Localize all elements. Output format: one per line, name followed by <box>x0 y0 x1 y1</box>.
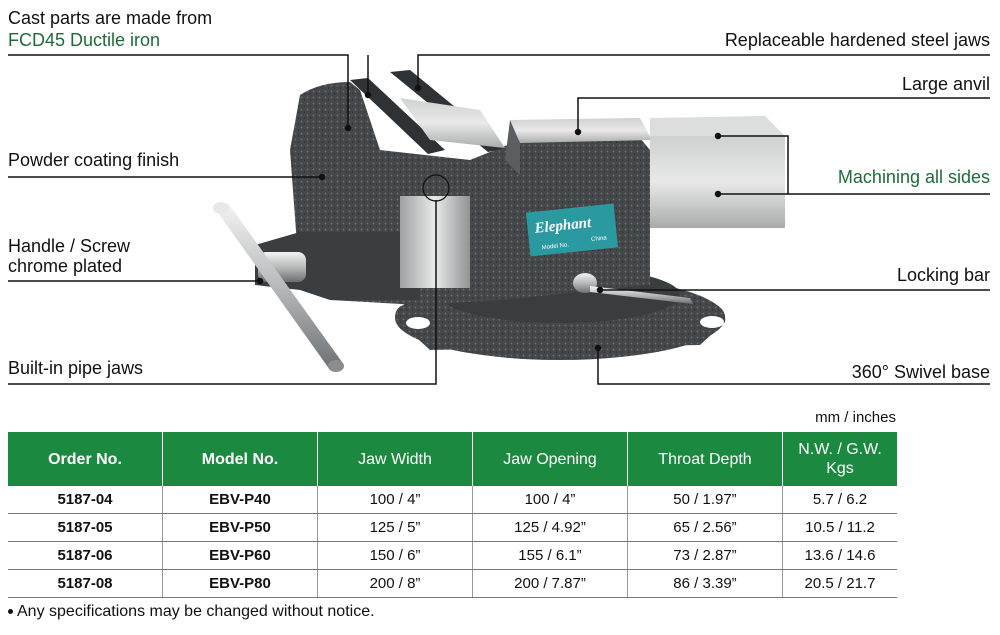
col-throat-depth: Throat Depth <box>628 432 783 486</box>
callout-pipe-jaws: Built-in pipe jaws <box>8 358 144 378</box>
col-jaw-width: Jaw Width <box>318 432 473 486</box>
callout-material: FCD45 Ductile iron <box>8 30 161 50</box>
spec-table <box>8 432 897 598</box>
callout-handle: Handle / Screw <box>8 236 131 256</box>
svg-text:Model No.: Model No. <box>541 242 570 252</box>
callout-swivel-base: 360° Swivel base <box>851 362 990 382</box>
callout-large-anvil: Large anvil <box>901 74 990 94</box>
bullet-icon <box>8 609 13 614</box>
mount-hole-left <box>406 317 430 329</box>
svg-text:China: China <box>590 235 608 244</box>
brand-text: Elephant <box>533 215 592 237</box>
col-order-no: Order No. <box>8 432 163 486</box>
col-model-no: Model No. <box>163 432 318 486</box>
callout-replaceable-jaws: Replaceable hardened steel jaws <box>724 30 990 50</box>
callout-chrome: chrome plated <box>8 256 123 276</box>
slide-bar <box>400 196 470 288</box>
col-jaw-opening: Jaw Opening <box>473 432 628 486</box>
col-weight: N.W. / G.W. Kgs <box>783 432 898 486</box>
callout-machining: Machining all sides <box>837 167 990 187</box>
callout-powder-coating: Powder coating finish <box>8 150 180 170</box>
anvil-top <box>510 118 652 143</box>
callout-cast-parts: Cast parts are made from <box>8 8 213 28</box>
table-header-row <box>8 432 897 486</box>
brand-plate <box>526 204 618 257</box>
units-label: mm / inches <box>815 409 896 426</box>
disclaimer-note: Any specifications may be changed without notice. <box>8 603 375 621</box>
table-row: 5187-05 EBV-P50 125 / 5” 125 / 4.92” 65 / 2.56” 10.5 / 11.2 <box>8 514 897 542</box>
table-row: 5187-08 EBV-P80 200 / 8” 200 / 7.87” 86 / 3.39” 20.5 / 21.7 <box>8 570 897 598</box>
table-row: 5187-06 EBV-P60 150 / 6” 155 / 6.1” 73 / 2.87” 13.6 / 14.6 <box>8 542 897 570</box>
table-row: 5187-04 EBV-P40 100 / 4” 100 / 4” 50 / 1.97” 5.7 / 6.2 <box>8 486 897 514</box>
mount-hole-right <box>700 316 724 328</box>
callout-locking-bar: Locking bar <box>896 265 990 285</box>
